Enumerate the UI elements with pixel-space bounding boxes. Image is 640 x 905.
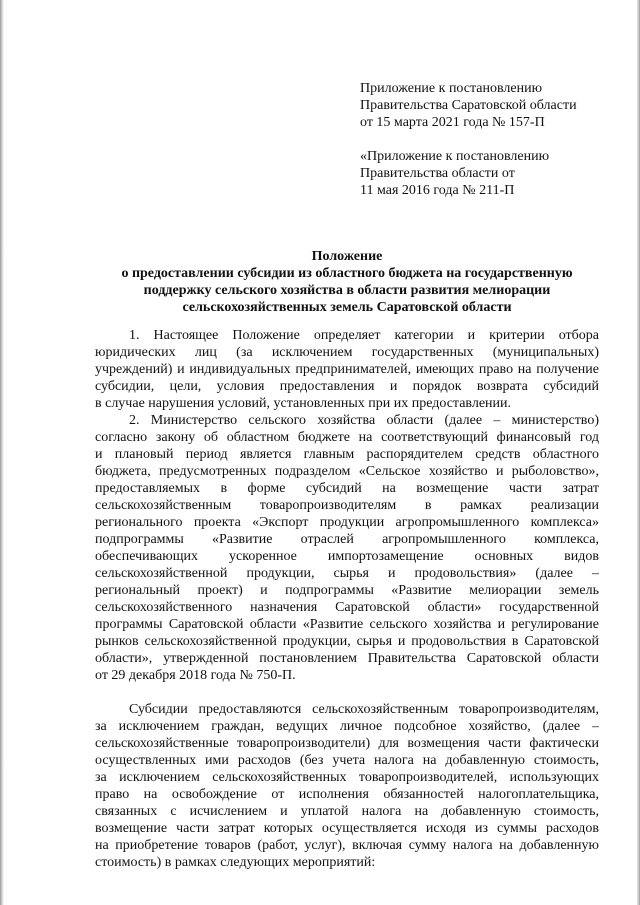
scan-edge-left [0, 0, 4, 905]
appendix-line: 11 мая 2016 года № 211-П [360, 183, 515, 198]
title-line: поддержку сельского хозяйства в области развития мелиорации [143, 283, 551, 298]
text-line: предоставляемых в форме субсидий на возмещение части затрат [95, 481, 599, 496]
text-line: бюджета, предусмотренных подразделом «Сельское хозяйство и рыболовство», [95, 464, 599, 479]
appendix-line: Правительства области от [360, 166, 515, 181]
text-line: за исключением сельскохозяйственных товаропроизводителей, использующих [95, 770, 599, 785]
text-line: субсидии, цели, условия предоставления и порядок возврата субсидий [95, 379, 599, 394]
appendix-line: Правительства Саратовской области [360, 98, 577, 113]
document-body [95, 327, 599, 871]
text-line: согласно закону об областном бюджете на соответствующий финансовый год [95, 430, 599, 445]
text-line: подпрограммы «Развитие отраслей агропромышленного комплекса, [95, 532, 599, 547]
text-line: за исключением граждан, ведущих личное подсобное хозяйство, (далее – [95, 719, 599, 734]
text-line: и плановый период является главным распорядителем средств областного [95, 447, 599, 462]
text-line: учреждений) и индивидуальных предпринимателей, имеющих право на получение [95, 362, 599, 377]
text-line: 2. Министерство сельского хозяйства области (далее – министерство) [129, 413, 599, 428]
text-line: программы Саратовской области «Развитие сельского хозяйства и регулирование [95, 617, 599, 632]
text-line: юридических лиц (за исключением государственных (муниципальных) [95, 345, 599, 360]
text-line: обеспечивающих ускоренное импортозамещение основных видов [95, 549, 599, 564]
paragraph-2 [95, 412, 599, 684]
text-line: на приобретение товаров (работ, услуг), включая сумму налога на добавленную [95, 838, 599, 853]
original-appendix-reference [360, 148, 620, 199]
text-line: региональный проект) и подпрограммы «Развитие мелиорации земель [95, 583, 599, 598]
text-line: области», утвержденной постановлением Правительства Саратовской области [95, 651, 599, 666]
text-line: право на освобождение от исполнения обязанностей налогоплательщика, [95, 787, 599, 802]
title-line: сельскохозяйственных земель Саратовской области [182, 300, 512, 315]
paragraph-1 [95, 327, 599, 412]
text-line: от 29 декабря 2018 года № 750-П. [95, 668, 296, 683]
text-line: осуществленных ими расходов (без учета налога на добавленную стоимость, [95, 753, 599, 768]
text-line: сельскохозяйственной продукции, сырья и продовольствия» (далее – [95, 566, 599, 581]
title-line: о предоставлении субсидии из областного бюджета на государственную [121, 266, 573, 281]
appendix-line: «Приложение к постановлению [360, 149, 550, 164]
appendix-reference [360, 80, 620, 131]
appendix-line: Приложение к постановлению [360, 81, 543, 96]
text-line: рынков сельскохозяйственной продукции, сырья и продовольствия в Саратовской [95, 634, 599, 649]
text-line: стоимость) в рамках следующих мероприятий: [95, 855, 376, 870]
appendix-line: от 15 марта 2021 года № 157-П [360, 115, 545, 130]
text-line: Субсидии предоставляются сельскохозяйственным товаропроизводителям, [129, 702, 599, 717]
text-line: регионального проекта «Экспорт продукции агропромышленного комплекса» [95, 515, 599, 530]
text-line: сельскохозяйственные товаропроизводители) для возмещения части фактически [95, 736, 599, 751]
paragraph-3 [95, 701, 599, 871]
appendix-header [360, 80, 620, 199]
text-line: 1. Настоящее Положение определяет категории и критерии отбора [129, 328, 599, 343]
text-line: сельскохозяйственного назначения Саратовской области» государственной [95, 600, 599, 615]
text-line: возмещение части затрат которых осуществляется исходя из суммы расходов [95, 821, 599, 836]
document-title [95, 248, 599, 316]
title-line: Положение [311, 249, 383, 264]
text-line: сельскохозяйственным товаропроизводителям в рамках реализации [95, 498, 599, 513]
text-line: связанных с исчислением и уплатой налога на добавленную стоимость, [95, 804, 599, 819]
text-line: в случае нарушения условий, установленных при их предоставлении. [95, 396, 512, 411]
